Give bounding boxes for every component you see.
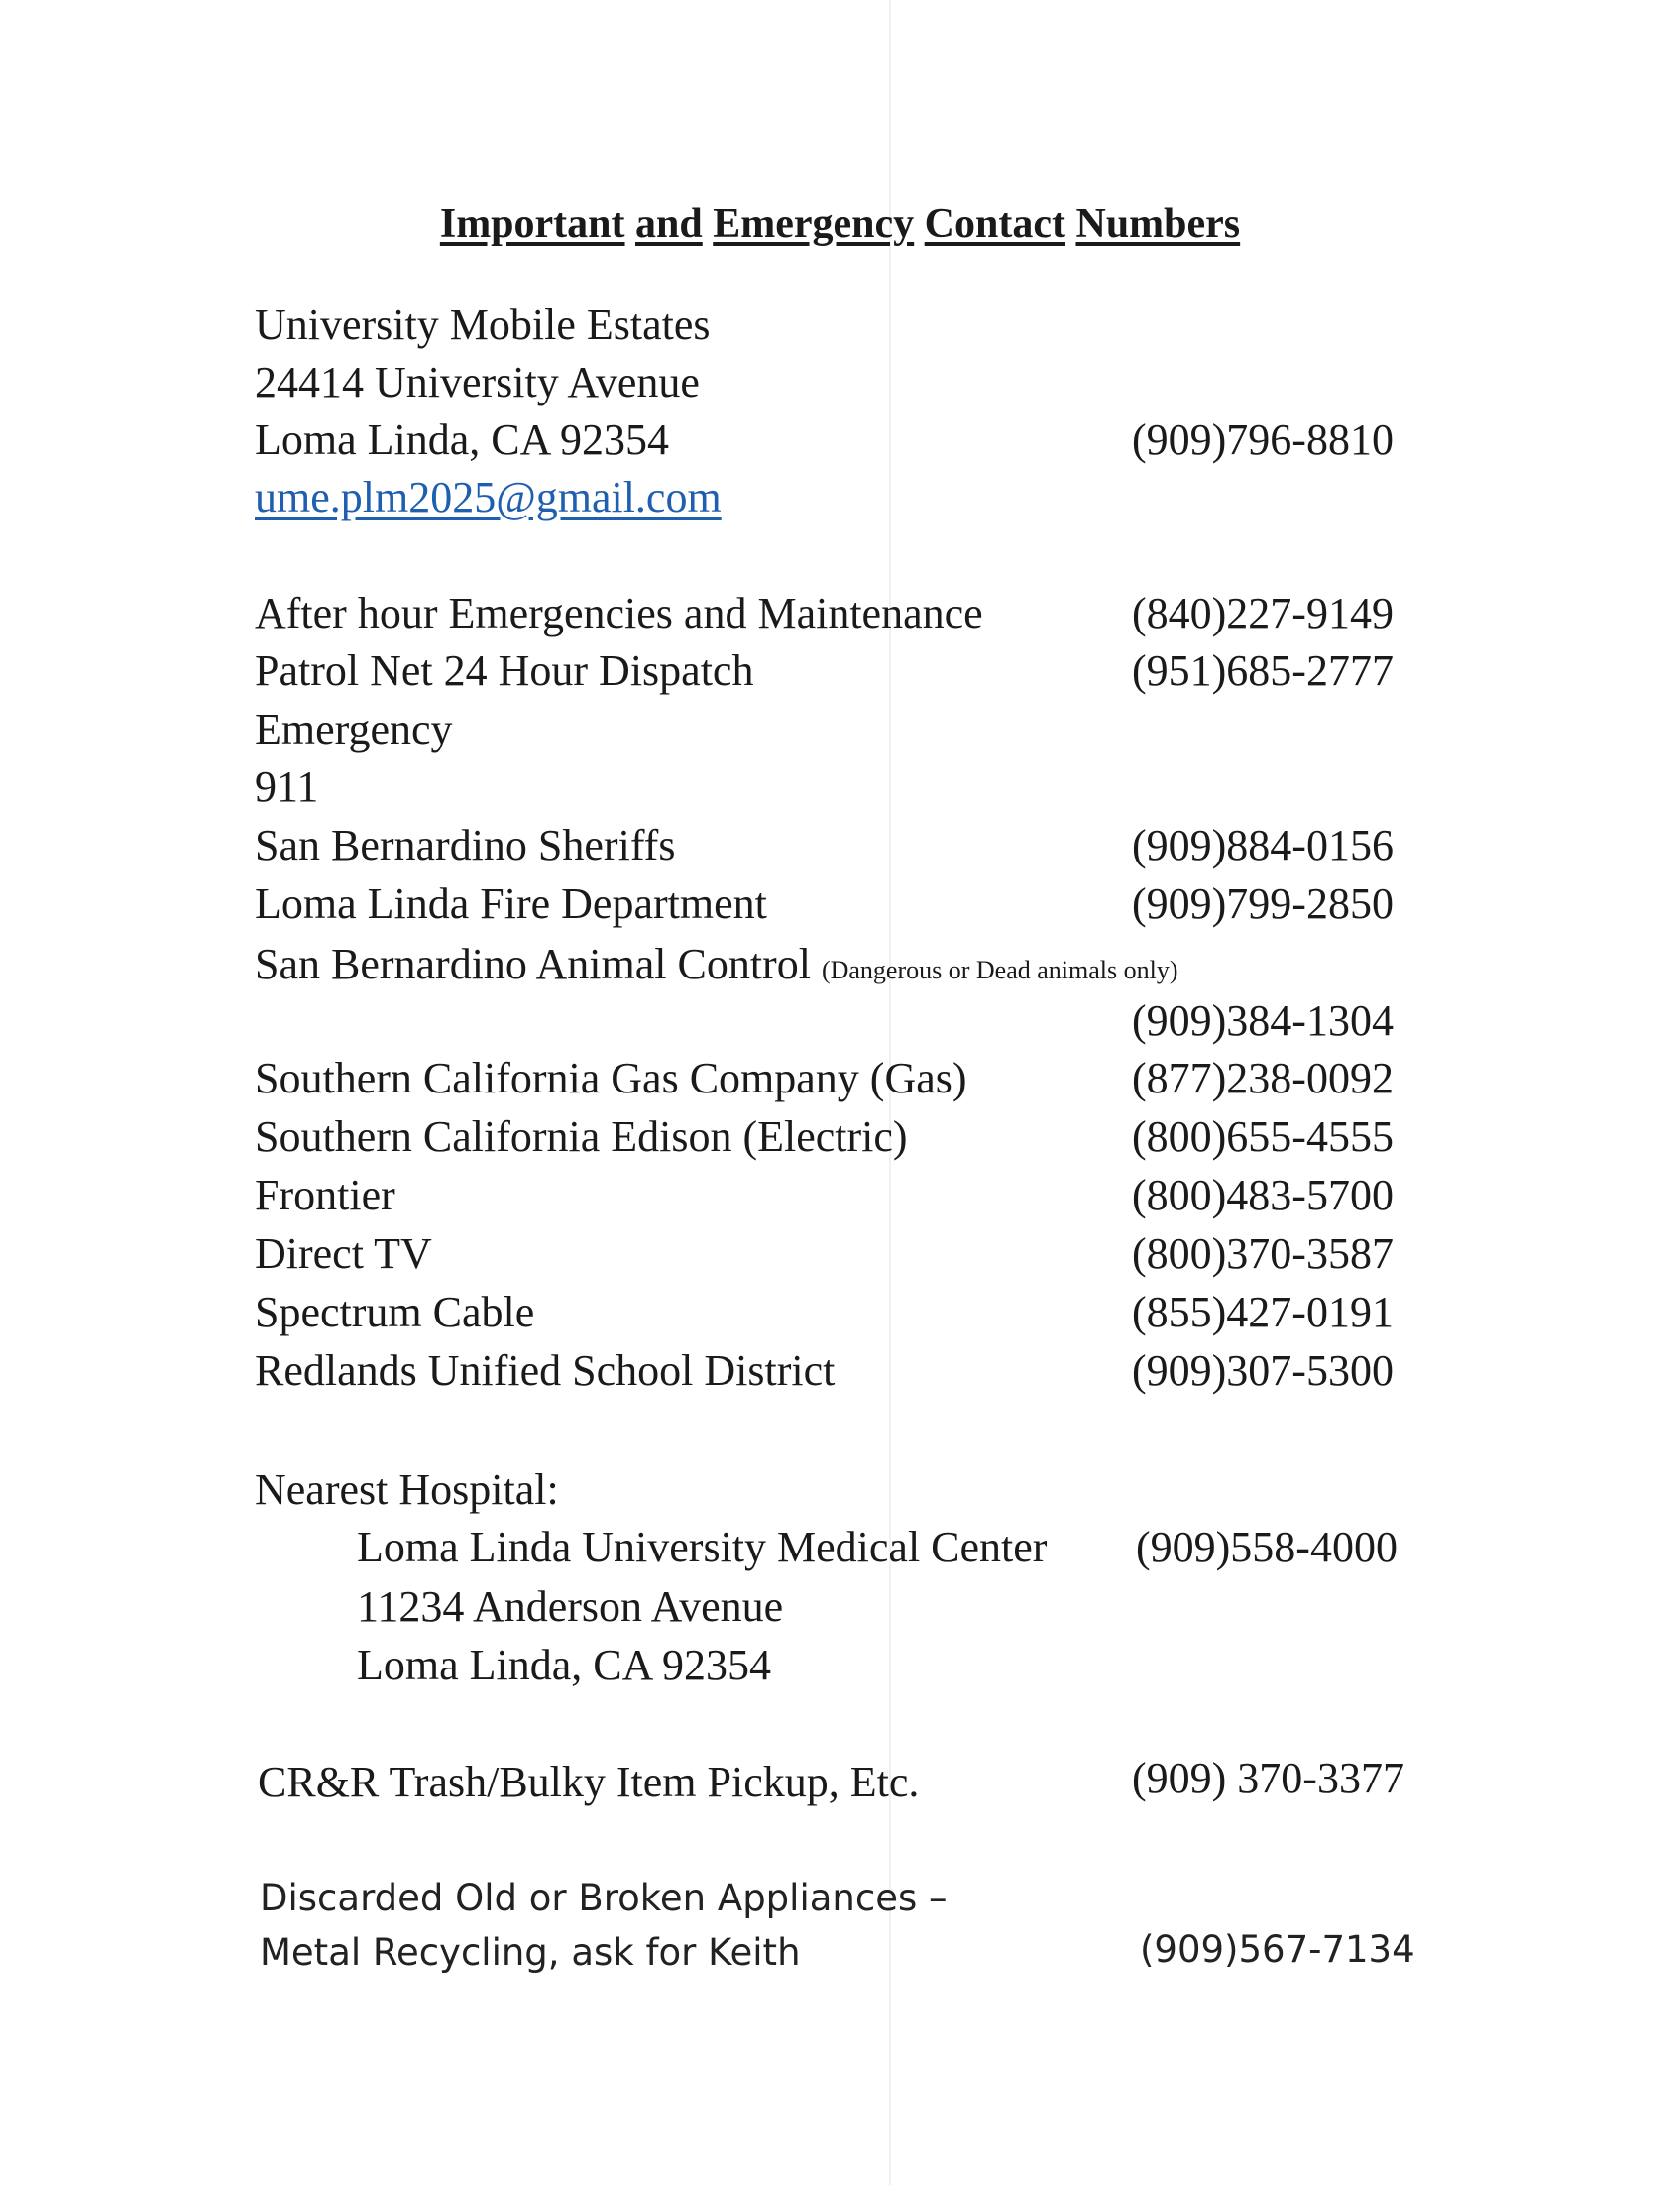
utility-phone: (800)370-3587	[1132, 1229, 1394, 1278]
title-word: Emergency	[713, 201, 915, 247]
utility-label: Southern California Edison (Electric)	[255, 1112, 908, 1161]
contact-label: 911	[255, 762, 319, 811]
page-title	[0, 194, 1680, 254]
hospital-heading: Nearest Hospital:	[255, 1465, 559, 1514]
title-word: and	[635, 201, 703, 247]
appliances-phone: (909)567-7134	[1140, 1928, 1415, 1971]
contact-label: Emergency	[255, 705, 453, 753]
utility-phone: (855)427-0191	[1132, 1288, 1394, 1336]
animal-control-line	[255, 937, 1178, 998]
hospital-name: Loma Linda University Medical Center	[357, 1523, 1048, 1571]
utility-phone: (800)483-5700	[1132, 1171, 1394, 1219]
title-word: Important	[439, 201, 625, 247]
title-word: Contact	[924, 201, 1065, 247]
appliances-line-1: Discarded Old or Broken Appliances –	[260, 1877, 948, 1919]
contact-label: San Bernardino Sheriffs	[255, 821, 676, 869]
trash-label: CR&R Trash/Bulky Item Pickup, Etc.	[258, 1758, 920, 1806]
park-city: Loma Linda, CA 92354	[255, 415, 669, 464]
hospital-street: 11234 Anderson Avenue	[357, 1582, 784, 1631]
utility-label: Southern California Gas Company (Gas)	[255, 1054, 967, 1102]
animal-control-note: (Dangerous or Dead animals only)	[821, 956, 1178, 984]
animal-control-label: San Bernardino Animal Control	[255, 940, 811, 988]
park-email-line	[255, 470, 722, 525]
utility-phone: (877)238-0092	[1132, 1054, 1394, 1102]
hospital-city: Loma Linda, CA 92354	[357, 1641, 771, 1689]
utility-label: Direct TV	[255, 1229, 432, 1278]
animal-control-phone: (909)384-1304	[1132, 996, 1394, 1045]
utility-label: Redlands Unified School District	[255, 1346, 836, 1395]
park-street: 24414 University Avenue	[255, 358, 700, 406]
contact-phone: (840)227-9149	[1132, 589, 1394, 637]
park-phone: (909)796-8810	[1132, 415, 1394, 464]
contact-phone: (909)799-2850	[1132, 879, 1394, 928]
park-name: University Mobile Estates	[255, 300, 711, 349]
utility-phone: (909)307-5300	[1132, 1346, 1394, 1395]
contact-label: Patrol Net 24 Hour Dispatch	[255, 646, 754, 695]
contact-label: Loma Linda Fire Department	[255, 879, 767, 928]
utility-label: Spectrum Cable	[255, 1288, 535, 1336]
contact-phone: (951)685-2777	[1132, 646, 1394, 695]
title-word: Numbers	[1075, 201, 1241, 247]
utility-phone: (800)655-4555	[1132, 1112, 1394, 1161]
appliances-line-2: Metal Recycling, ask for Keith	[260, 1931, 801, 1974]
contact-phone: (909)884-0156	[1132, 821, 1394, 869]
park-email-link[interactable]: ume.plm2025@gmail.com	[255, 473, 722, 521]
hospital-phone: (909)558-4000	[1136, 1523, 1398, 1571]
trash-phone: (909) 370-3377	[1132, 1754, 1404, 1802]
utility-label: Frontier	[255, 1171, 395, 1219]
contact-label: After hour Emergencies and Maintenance	[255, 589, 983, 637]
